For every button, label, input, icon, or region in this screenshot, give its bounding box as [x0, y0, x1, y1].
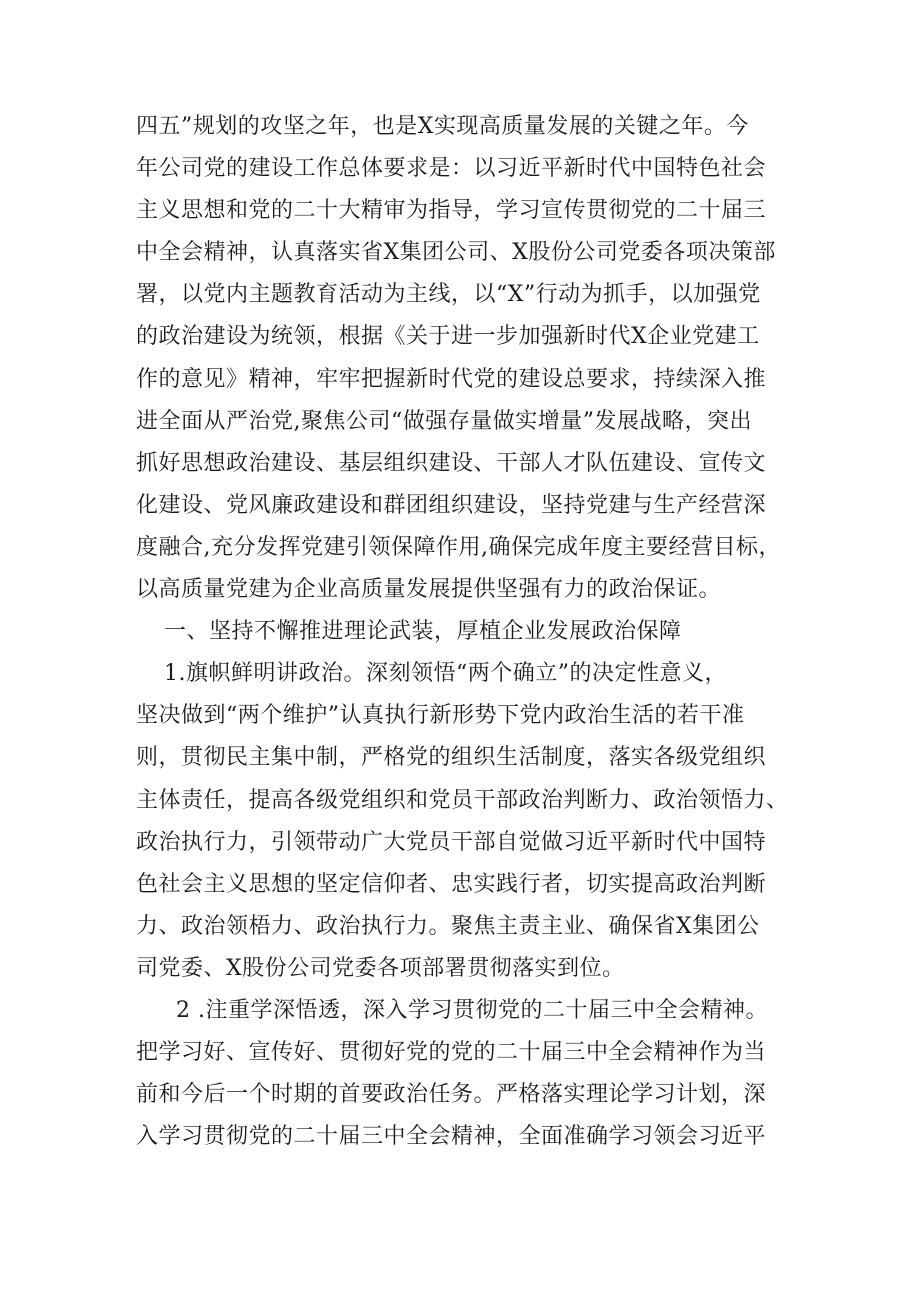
paragraph-1-first-line: 1.旗帜鲜明讲政治。深刻领悟“两个确立”的决定性意义，	[164, 661, 727, 687]
text-line-6: 的政治建设为统领，根据《关于进一步加强新时代X企业党建工	[136, 324, 760, 350]
text-line-5: 署，以党内主题教育活动为主线，以“X”行动为抓手，以加强党	[136, 282, 761, 308]
text-line-3: 主义思想和党的二十大精审为指导，学习宣传贯彻党的二十届三	[136, 198, 767, 224]
text-line-18: 政治执行力，引领带动广大党员干部自觉做习近平新时代中国特	[136, 829, 767, 855]
text-line-7: 作的意见》精神，牢牢把握新时代党的建设总要求，持续深入推	[136, 366, 767, 392]
text-line-11: 度融合,充分发挥党建引领保障作用,确保完成年度主要经营目标，	[136, 534, 781, 560]
text-line-19: 色社会主义思想的坚定信仰者、忠实践行者，切实提高政治判断	[136, 871, 767, 897]
text-line-20: 力、政治领梧力、政治执行力。聚焦主责主业、确保省X集团公	[136, 913, 760, 939]
text-line-12: 以高质量党建为企业高质量发展提供坚强有力的政治保证。	[136, 577, 722, 603]
text-line-8: 进全面从严治党,聚焦公司“做强存量做实增量”发展战略，突出	[136, 408, 752, 434]
document-body	[136, 106, 796, 1158]
text-line-16: 则，贯彻民主集中制，严格党的组织生活制度，落实各级党组织	[136, 745, 767, 771]
text-line-10: 化建设、党风廉政建设和群团组织建设，坚持党建与生产经营深	[136, 492, 767, 518]
text-line-1: 四五”规划的攻坚之年，也是X实现高质量发展的关键之年。今	[136, 114, 749, 139]
text-line-23: 把学习好、宣传好、贯彻好党的党的二十届三中全会精神作为当	[136, 1040, 767, 1066]
text-line-24: 前和今后一个时期的首要政治任务。严格落实理论学习计划，深	[136, 1082, 767, 1108]
text-line-9: 抓好思想政治建设、基层组织建设、干部人才队伍建设、宣传文	[136, 450, 767, 476]
text-line-4: 中全会精神，认真落实省X集团公司、X股份公司党委各项决策部	[136, 240, 776, 266]
text-line-15: 坚决做到“两个维护”认真执行新形势下党内政治生活的若干准	[136, 703, 745, 729]
text-line-21: 司党委、X股份公司党委各项部署贯彻落实到位。	[136, 955, 625, 981]
paragraph-2-first-line: 2 .注重学深悟透，深入学习贯彻党的二十届三中全会精神。	[176, 997, 768, 1023]
section-heading: 一、坚持不懈推进理论武装，厚植企业发展政治保障	[164, 619, 682, 645]
text-line-17: 主体责任，提高各级党组织和党员干部政治判断力、政治领悟力、	[136, 787, 789, 813]
text-line-2: 年公司党的建设工作总体要求是：以习近平新时代中国特色社会	[136, 156, 767, 182]
text-line-25: 入学习贯彻党的二十届三中全会精神，全面准确学习领会习近平	[136, 1124, 767, 1150]
